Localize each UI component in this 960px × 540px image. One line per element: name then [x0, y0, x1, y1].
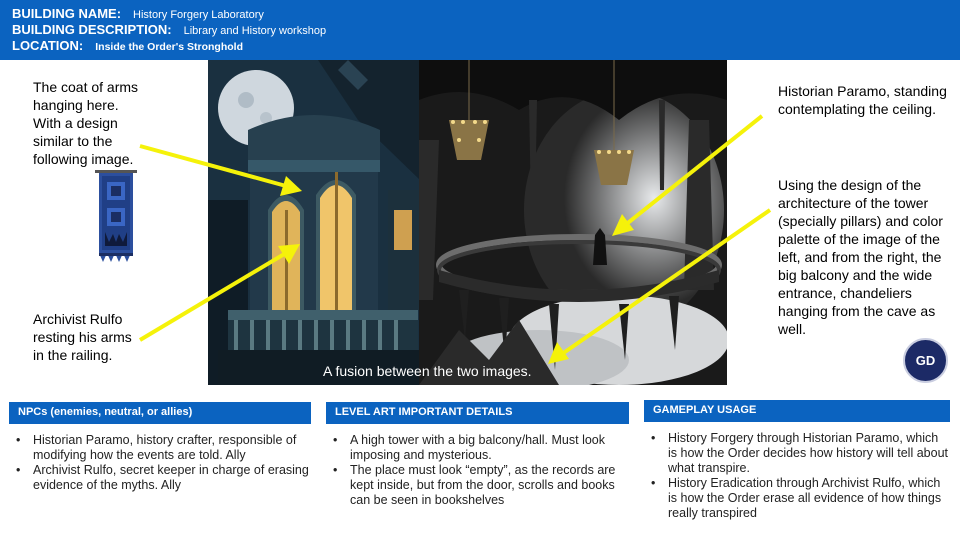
- coat-of-arms-banner-image: [93, 170, 139, 268]
- coat-of-arms-note: The coat of arms hanging here. With a design similar to the following image.: [33, 79, 139, 167]
- level-art-panel-title: LEVEL ART IMPORTANT DETAILS: [326, 402, 629, 424]
- historian-paramo-note: Historian Paramo, standing contemplating the ceiling.: [778, 83, 947, 117]
- building-name-value: History Forgery Laboratory: [133, 9, 264, 21]
- npc-list: [9, 433, 311, 493]
- tower-balcony-image: [208, 60, 420, 385]
- building-description-label: BUILDING DESCRIPTION:: [12, 22, 172, 37]
- building-description-value: Library and History workshop: [183, 25, 327, 37]
- npc-list-item: • Historian Paramo, history crafter, responsible of modifying how the events are told. Ally: [9, 433, 311, 463]
- cave-hall-chandelier-image: [419, 60, 727, 385]
- npc-panel: [9, 402, 311, 493]
- header-bar: [0, 0, 960, 60]
- building-name-row: [12, 6, 948, 22]
- npc-panel-title: NPCs (enemies, neutral, or allies): [9, 402, 311, 424]
- location-row: [12, 38, 948, 54]
- building-description-row: [12, 22, 948, 38]
- building-name-label: BUILDING NAME:: [12, 6, 122, 21]
- level-art-panel: [326, 402, 629, 508]
- gameplay-list: [644, 431, 950, 521]
- level-art-list: [326, 433, 629, 508]
- gameplay-panel: [644, 400, 950, 521]
- level-art-list-item: • The place must look “empty”, as the records are kept inside, but from the door, scrolls and books can be seen in bookshelves: [326, 463, 629, 508]
- gameplay-panel-title: GAMEPLAY USAGE: [644, 400, 950, 422]
- gameplay-list-item: • History Eradication through Archivist Rulfo, which is how the Order erase all evidence of how things really transpired: [644, 476, 950, 521]
- studio-logo: GD: [903, 338, 948, 383]
- design-direction-note: Using the design of the architecture of the tower (specially pillars) and color palette of the image of the left, and from the right, the big balcony and the wide entrance, chandeliers hanging from the cave as well.: [778, 177, 943, 337]
- archivist-rulfo-note: Archivist Rulfo resting his arms in the railing.: [33, 311, 132, 363]
- location-label: LOCATION:: [12, 38, 84, 53]
- location-value: Inside the Order's Stronghold: [95, 41, 244, 53]
- fusion-caption: A fusion between the two images.: [323, 363, 532, 379]
- npc-list-item: • Archivist Rulfo, secret keeper in charge of erasing evidence of the myths. Ally: [9, 463, 311, 493]
- level-art-list-item: • A high tower with a big balcony/hall. Must look imposing and mysterious.: [326, 433, 629, 463]
- gameplay-list-item: • History Forgery through Historian Paramo, which is how the Order decides how history will tell about what transpire.: [644, 431, 950, 476]
